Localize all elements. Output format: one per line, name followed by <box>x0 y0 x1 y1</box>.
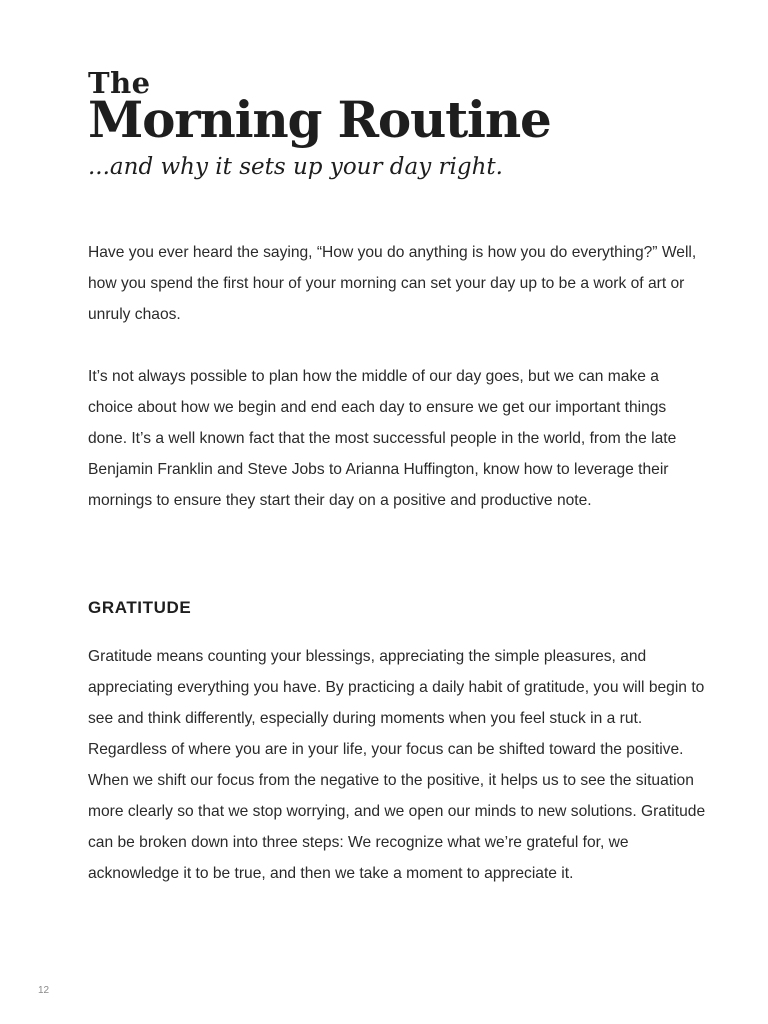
page-subtitle: ...and why it sets up your day right. <box>88 154 503 180</box>
intro-paragraph-1: Have you ever heard the saying, “How you do anything is how you do everything?” Well, how you spend the first hour of your morning can set your day up to be a work of art or unruly chaos. <box>88 244 697 323</box>
section-heading-gratitude: GRATITUDE <box>88 598 192 617</box>
title-prefix: The <box>88 66 151 100</box>
page-title: Morning Routine <box>88 90 551 149</box>
intro-paragraph-2: It’s not always possible to plan how the middle of our day goes, but we can make a choice about how we begin and end each day to ensure we get our important things done. It’s a well known fact that the most successful people in the world, from the late Benjamin Franklin and Steve Jobs to Arianna Huffington, know how to leverage their mornings to ensure they start their day on a positive and productive note. <box>88 368 677 509</box>
page-number: 12 <box>38 985 50 996</box>
gratitude-paragraph: Gratitude means counting your blessings, appreciating the simple pleasures, and appreciating everything you have. By practicing a daily habit of gratitude, you will begin to see and think differently, especially during moments when you feel stuck in a rut. Regardless of where you are in your life, your focus can be shifted toward the positive. When we shift our focus from the negative to the positive, it helps us to see the situation more clearly so that we stop worrying, and we open our minds to new solutions. Gratitude can be broken down into three steps: We recognize what we’re grateful for, we acknowledge it to be true, and then we take a moment to appreciate it. <box>88 648 706 882</box>
